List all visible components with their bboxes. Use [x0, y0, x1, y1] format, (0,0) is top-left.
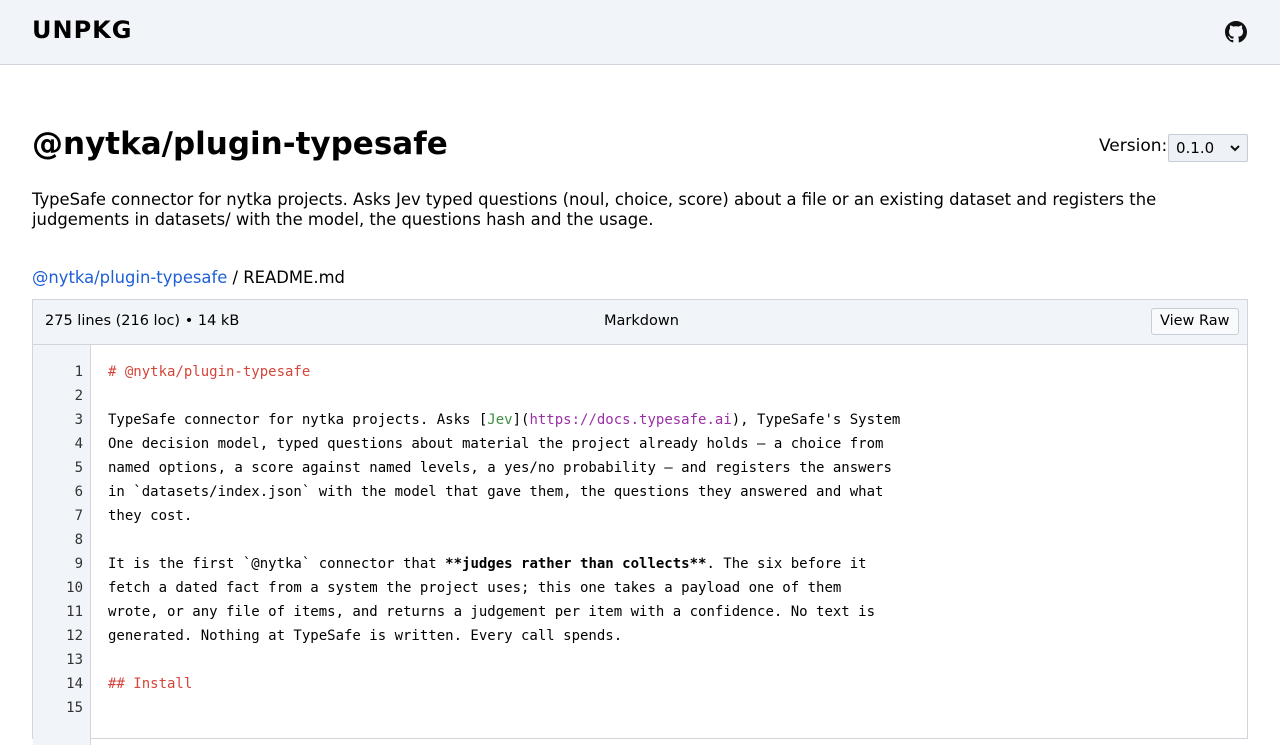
line-number[interactable]: 13 [66, 652, 83, 668]
breadcrumb-file: README.md [243, 268, 345, 287]
code-token: . The six before it [706, 556, 867, 572]
code-listing [33, 360, 1247, 720]
code-token: generated. Nothing at TypeSafe is written. Every call spends. [108, 628, 623, 644]
line-number[interactable]: 9 [74, 556, 83, 572]
code-line [33, 456, 1247, 480]
breadcrumb [32, 268, 345, 287]
code-text [108, 552, 867, 576]
code-token: TypeSafe connector for nytka projects. Asks [ [108, 412, 488, 428]
code-token: fetch a dated fact from a system the project uses; this one takes a payload one of them [108, 580, 842, 596]
code-token: Jev [487, 412, 513, 428]
code-text [108, 360, 310, 384]
code-text [108, 408, 900, 432]
code-token: It is the first `@nytka` connector that [108, 556, 446, 572]
line-number[interactable]: 6 [74, 484, 83, 500]
code-token[interactable]: https://docs.typesafe.ai [529, 412, 732, 428]
code-text [108, 504, 192, 528]
code-text [108, 432, 883, 456]
code-text [108, 480, 883, 504]
code-token: # @nytka/plugin-typesafe [108, 364, 311, 380]
code-line [33, 408, 1247, 432]
code-line [33, 672, 1247, 696]
line-number[interactable]: 7 [74, 508, 83, 524]
line-number[interactable]: 14 [66, 676, 83, 692]
code-token: ), TypeSafe's System [731, 412, 901, 428]
code-line [33, 432, 1247, 456]
code-token: they cost. [108, 508, 193, 524]
code-token: wrote, or any file of items, and returns a judgement per item with a confidence. No text is [108, 604, 876, 620]
code-line [33, 552, 1247, 576]
package-title: @nytka/plugin-typesafe [32, 126, 448, 162]
code-line [33, 624, 1247, 648]
code-line [33, 528, 1247, 552]
github-icon[interactable] [1225, 21, 1247, 43]
file-info-bar [33, 300, 1247, 345]
line-number[interactable]: 5 [74, 460, 83, 476]
file-stats: 275 lines (216 loc) • 14 kB [45, 313, 240, 329]
version-select[interactable] [1168, 134, 1248, 162]
code-token: One decision model, typed questions about material the project already holds — a choice from [108, 436, 884, 452]
code-line [33, 360, 1247, 384]
code-line [33, 648, 1247, 672]
line-number[interactable]: 4 [74, 436, 83, 452]
code-text [108, 624, 622, 648]
line-number[interactable]: 2 [74, 388, 83, 404]
version-label: Version: [1099, 136, 1168, 156]
code-text [108, 456, 892, 480]
code-line [33, 696, 1247, 720]
code-line [33, 576, 1247, 600]
code-line [33, 480, 1247, 504]
file-viewer [32, 299, 1248, 739]
code-token: **judges rather than collects** [445, 556, 707, 572]
code-token: ]( [512, 412, 530, 428]
code-line [33, 384, 1247, 408]
code-token: named options, a score against named levels, a yes/no probability — and registers the answers [108, 460, 892, 476]
code-text [108, 600, 875, 624]
line-number[interactable]: 12 [66, 628, 83, 644]
site-header [0, 0, 1280, 65]
line-number[interactable]: 11 [66, 604, 83, 620]
breadcrumb-package-link[interactable]: @nytka/plugin-typesafe [32, 268, 228, 287]
code-token: in `datasets/index.json` with the model that gave them, the questions they answered and what [108, 484, 884, 500]
line-number[interactable]: 15 [66, 700, 83, 716]
unpkg-logo[interactable]: UNPKG [32, 16, 133, 44]
code-text [108, 672, 192, 696]
breadcrumb-separator: / [227, 268, 244, 287]
code-line [33, 600, 1247, 624]
line-number[interactable]: 10 [66, 580, 83, 596]
line-number[interactable]: 1 [74, 364, 83, 380]
line-number[interactable]: 3 [74, 412, 83, 428]
chevron-down-icon [1229, 141, 1241, 155]
file-type: Markdown [604, 313, 679, 329]
code-line [33, 504, 1247, 528]
line-number[interactable]: 8 [74, 532, 83, 548]
view-raw-button[interactable]: View Raw [1151, 308, 1239, 335]
package-description: TypeSafe connector for nytka projects. Asks Jev typed questions (noul, choice, score) about a file or an existing dataset and registers the judgements in datasets/ with the model, the questions hash and the usage. [32, 190, 1157, 229]
code-token: ## Install [108, 676, 193, 692]
code-text [108, 576, 841, 600]
version-selected-value: 0.1.0 [1176, 139, 1215, 157]
